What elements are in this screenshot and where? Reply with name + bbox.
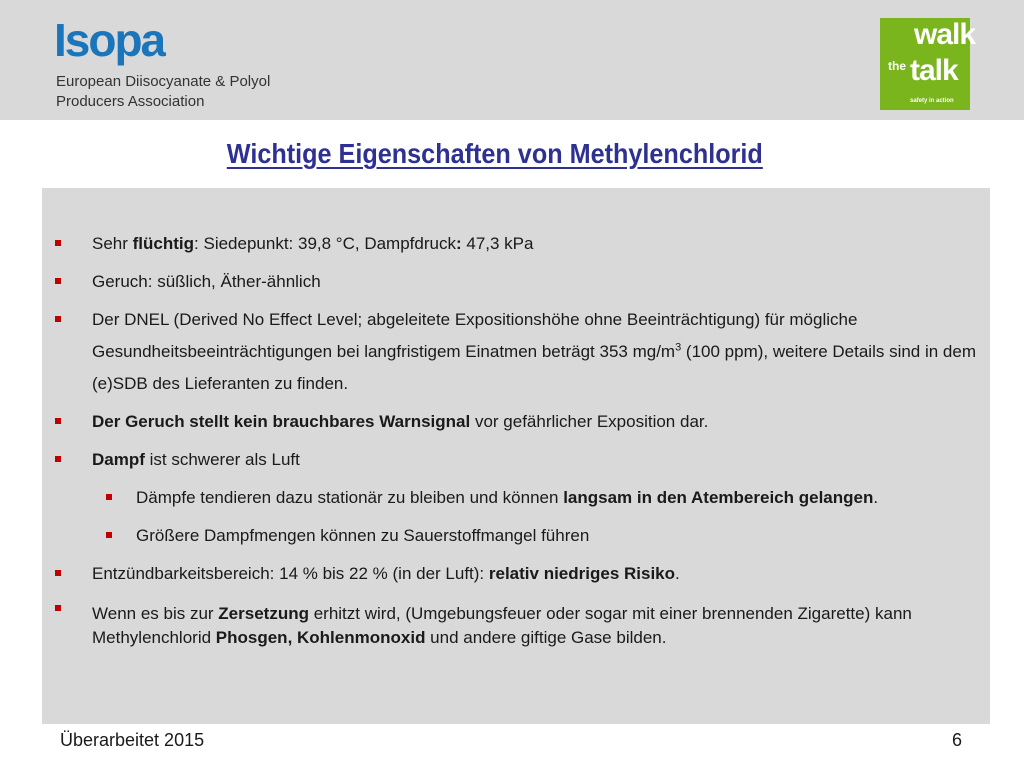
badge-tagline: safety in action (910, 98, 954, 104)
bold-text: relativ niedriges Risiko (488, 564, 676, 583)
badge-the: the (888, 59, 906, 73)
walk-the-talk-logo (880, 18, 976, 110)
text: Sehr (92, 234, 133, 253)
bold-text: Dampf (92, 450, 145, 469)
list-item (54, 228, 984, 260)
text: : Siedepunkt: 39,8 °C, Dampfdruck (194, 234, 456, 253)
slide-title (0, 138, 990, 170)
text: Der DNEL (Derived No Effect Level; abgeleitete Expositionshöhe ohne Beeinträchtigung) für mögliche Gesundheitsbeeinträchtigungen bei langfristigem Einatmen beträgt 353 mg/m (92, 310, 858, 361)
sub-list-item (54, 482, 984, 514)
text: . (675, 564, 680, 583)
list-item (54, 266, 984, 298)
list-item (54, 558, 984, 590)
badge-talk: talk (910, 54, 958, 87)
bold-text: Zersetzung (218, 604, 309, 623)
association-name (56, 72, 270, 112)
header-band (0, 0, 1024, 120)
text: Dämpfe tendieren dazu stationär zu bleiben und können (136, 488, 564, 507)
bold-text: Phosgen, Kohlenmonoxid (215, 628, 426, 647)
bold-text: : (455, 234, 462, 253)
bold-text: flüchtig (132, 234, 195, 253)
text: 47,3 kPa (461, 234, 534, 253)
isopa-logo (54, 14, 166, 66)
superscript: 3 (675, 341, 682, 354)
slide-title-text: Wichtige Eigenschaften von Methylenchlorid (226, 138, 764, 169)
text: Wenn es bis zur (92, 604, 219, 623)
list-item (54, 444, 984, 476)
text: vor gefährlicher Exposition dar. (470, 412, 709, 431)
bullet-list (54, 228, 984, 650)
text: Geruch: süßlich, Äther-ähnlich (92, 272, 321, 291)
bold-text: langsam in den Atembereich gelangen (563, 488, 874, 507)
association-line-1: European Diisocyanate & Polyol (56, 73, 271, 90)
sub-list-item (54, 520, 984, 552)
badge-walk: walk (914, 18, 976, 51)
bold-text: Der Geruch stellt kein brauchbares Warnsignal (92, 412, 471, 431)
text: (100 ppm), weitere Details sind in dem (e)SDB des Lieferanten zu finden. (92, 342, 976, 393)
list-item (54, 596, 984, 650)
text: erhitzt wird, (Umgebungsfeuer oder sogar mit einer brennenden Zigarette) kann Methylenchlorid (92, 604, 912, 647)
page-number: 6 (952, 730, 963, 750)
text: Entzündbarkeitsbereich: 14 % bis 22 % (in der Luft): (92, 564, 489, 583)
list-item (54, 406, 984, 438)
footer-revised: Überarbeitet 2015 (60, 730, 205, 750)
association-line-2: Producers Association (56, 93, 205, 110)
isopa-logo-text: Isopa (54, 14, 165, 66)
text: und andere giftige Gase bilden. (425, 628, 667, 647)
text: ist schwerer als Luft (144, 450, 300, 469)
text: . (873, 488, 879, 507)
text: Größere Dampfmengen können zu Sauerstoffmangel führen (136, 526, 590, 545)
list-item (54, 304, 984, 400)
